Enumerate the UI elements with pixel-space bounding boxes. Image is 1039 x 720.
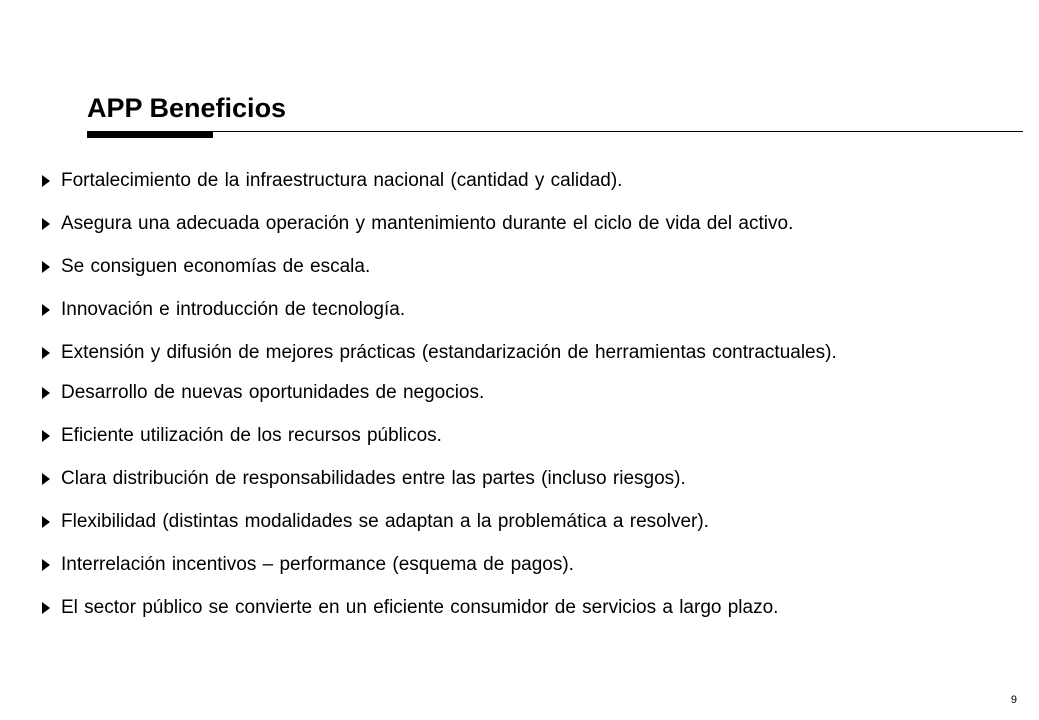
triangle-right-icon bbox=[42, 261, 50, 273]
triangle-right-icon bbox=[42, 218, 50, 230]
list-item-text: Asegura una adecuada operación y mantenimiento durante el ciclo de vida del activo. bbox=[61, 213, 794, 234]
list-item-text: Se consiguen economías de escala. bbox=[61, 256, 371, 277]
list-item-text: Fortalecimiento de la infraestructura nacional (cantidad y calidad). bbox=[61, 170, 623, 191]
triangle-right-icon bbox=[42, 559, 50, 571]
list-item bbox=[42, 379, 1017, 407]
list-item bbox=[42, 210, 1017, 238]
page-number: 9 bbox=[1010, 694, 1017, 706]
list-item-text: Desarrollo de nuevas oportunidades de negocios. bbox=[61, 382, 485, 403]
triangle-right-icon bbox=[42, 347, 50, 359]
list-item bbox=[42, 551, 1017, 579]
list-item-text: El sector público se convierte en un eficiente consumidor de servicios a largo plazo. bbox=[61, 597, 779, 618]
list-item-text: Flexibilidad (distintas modalidades se adaptan a la problemática a resolver). bbox=[61, 511, 709, 532]
list-item-text: Clara distribución de responsabilidades entre las partes (incluso riesgos). bbox=[61, 468, 686, 489]
title-underline-rule bbox=[87, 131, 1023, 132]
list-item bbox=[42, 594, 1017, 622]
list-item bbox=[42, 253, 1017, 281]
list-item bbox=[42, 296, 1017, 324]
list-item bbox=[42, 167, 1017, 195]
list-item bbox=[42, 508, 1017, 536]
triangle-right-icon bbox=[42, 387, 50, 399]
title-accent-bar bbox=[87, 131, 213, 138]
triangle-right-icon bbox=[42, 175, 50, 187]
list-item-text: Interrelación incentivos – performance (esquema de pagos). bbox=[61, 554, 574, 575]
triangle-right-icon bbox=[42, 602, 50, 614]
benefits-list bbox=[42, 167, 1017, 637]
triangle-right-icon bbox=[42, 430, 50, 442]
list-item bbox=[42, 336, 1017, 370]
triangle-right-icon bbox=[42, 516, 50, 528]
slide-title: APP Beneficios bbox=[87, 93, 287, 123]
list-item-text: Eficiente utilización de los recursos públicos. bbox=[61, 425, 442, 446]
list-item-text: Extensión y difusión de mejores prácticas (estandarización de herramientas contractuales). bbox=[61, 342, 837, 363]
triangle-right-icon bbox=[42, 304, 50, 316]
triangle-right-icon bbox=[42, 473, 50, 485]
list-item bbox=[42, 422, 1017, 450]
list-item bbox=[42, 465, 1017, 493]
list-item-text: Innovación e introducción de tecnología. bbox=[61, 299, 406, 320]
